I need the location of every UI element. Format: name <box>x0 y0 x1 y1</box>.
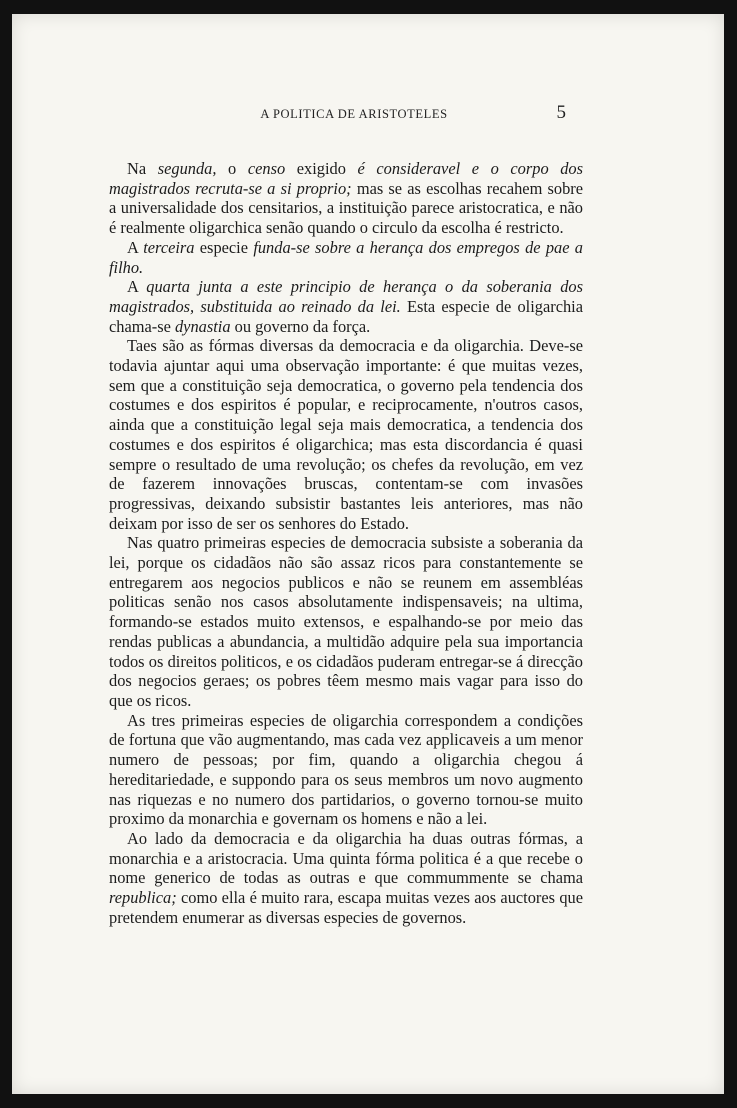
text-run: especie <box>194 237 254 257</box>
paragraph-2 <box>109 238 583 277</box>
italic-run: é consideravel e o corpo dos magistrados recruta-se a si proprio; <box>109 159 584 198</box>
text-run: A <box>127 237 144 257</box>
body-text <box>109 159 583 927</box>
text-run: Na <box>127 159 158 178</box>
book-page <box>12 14 724 1094</box>
text-run: ou governo da força. <box>230 316 371 336</box>
paragraph-4 <box>109 336 583 533</box>
text-run: exigido <box>285 159 358 178</box>
italic-run: republica; <box>109 888 177 908</box>
italic-run: quarta junta a este principio de herança o da soberania dos magistrados, substituida ao reinado da lei. <box>109 277 583 316</box>
italic-run: segunda, <box>157 159 217 178</box>
paragraph-6 <box>109 711 583 829</box>
italic-run: censo <box>247 159 286 178</box>
italic-run: terceira <box>143 237 195 257</box>
italic-run: funda-se sobre a herança dos empregos de pae a filho. <box>109 237 583 277</box>
page-number: 5 <box>556 102 566 123</box>
text-run: mas se as escolhas recahem sobre a universalidade dos censitarios, a instituição parece aristocratica, e não é realmente oligarchica senão quando o circulo da escolha é restricto. <box>109 178 584 238</box>
text-run: A <box>127 277 147 297</box>
running-title: A POLITICA DE ARISTOTELES <box>260 107 448 121</box>
paragraph-5 <box>109 533 583 710</box>
text-run: Taes são as fórmas diversas da democracia e da oligarchia. Deve-se todavia ajuntar aqui uma observação importante: é que muitas vezes, sem que a constituição seja democratica, o governo pela tendencia dos costumes e dos espiritos é popular, e reciprocamente, n'outros casos, ainda que a constituição legal seja mais democratica, a tendencia dos costumes e dos espiritos é oligarchica; mas esta discordancia é quasi sempre o resultado de uma revolução; os chefes da revolução, em vez de fazerem innovações bruscas, contentam-se com invasões progressivas, deixando subsistir bastantes leis anteriores, mas não deixam por isso de ser os senhores do Estado. <box>109 336 583 533</box>
italic-run: dynastia <box>174 316 231 336</box>
text-run: As tres primeiras especies de oligarchia correspondem a condições de fortuna que vão augmentando, mas cada vez applicaveis a um menor numero de pessoas; por fim, quando a oligarchia chegou á hereditariedade, e suppondo para os seus membros um novo augmento nas riquezas e no numero dos partidarios, o governo tornou-se muito proximo da monarchia e governam os homens e não a lei. <box>109 710 583 829</box>
text-run: como ella é muito rara, escapa muitas vezes aos auctores que pretendem enumerar as diversas especies de governos. <box>109 888 583 927</box>
text-run: Esta especie de oligarchia chama-se <box>109 296 583 336</box>
text-run: o <box>216 159 248 178</box>
paragraph-7 <box>109 829 583 928</box>
text-run: Nas quatro primeiras especies de democracia subsiste a soberania da lei, porque os cidadãos não são assaz ricos para constantemente se entregarem aos negocios publicos e não se reunem em assembléas politicas senão nos casos absolutamente indispensaveis; na ultima, formando-se estados muito extensos, e espalhando-se por meio das rendas publicas a abundancia, a multidão adquire pela sua importancia todos os direitos politicos, e os cidadãos puderam entregar-se á direcção dos negocios geraes; os pobres têem mesmo mais vagar para isso do que os ricos. <box>109 533 583 710</box>
paragraph-1 <box>109 159 583 238</box>
text-run: Ao lado da democracia e da oligarchia ha duas outras fórmas, a monarchia e a aristocracia. Uma quinta fórma politica é a que recebe o nome generico de todas as outras e que commummente se chama <box>109 828 583 888</box>
paragraph-3 <box>109 277 583 336</box>
